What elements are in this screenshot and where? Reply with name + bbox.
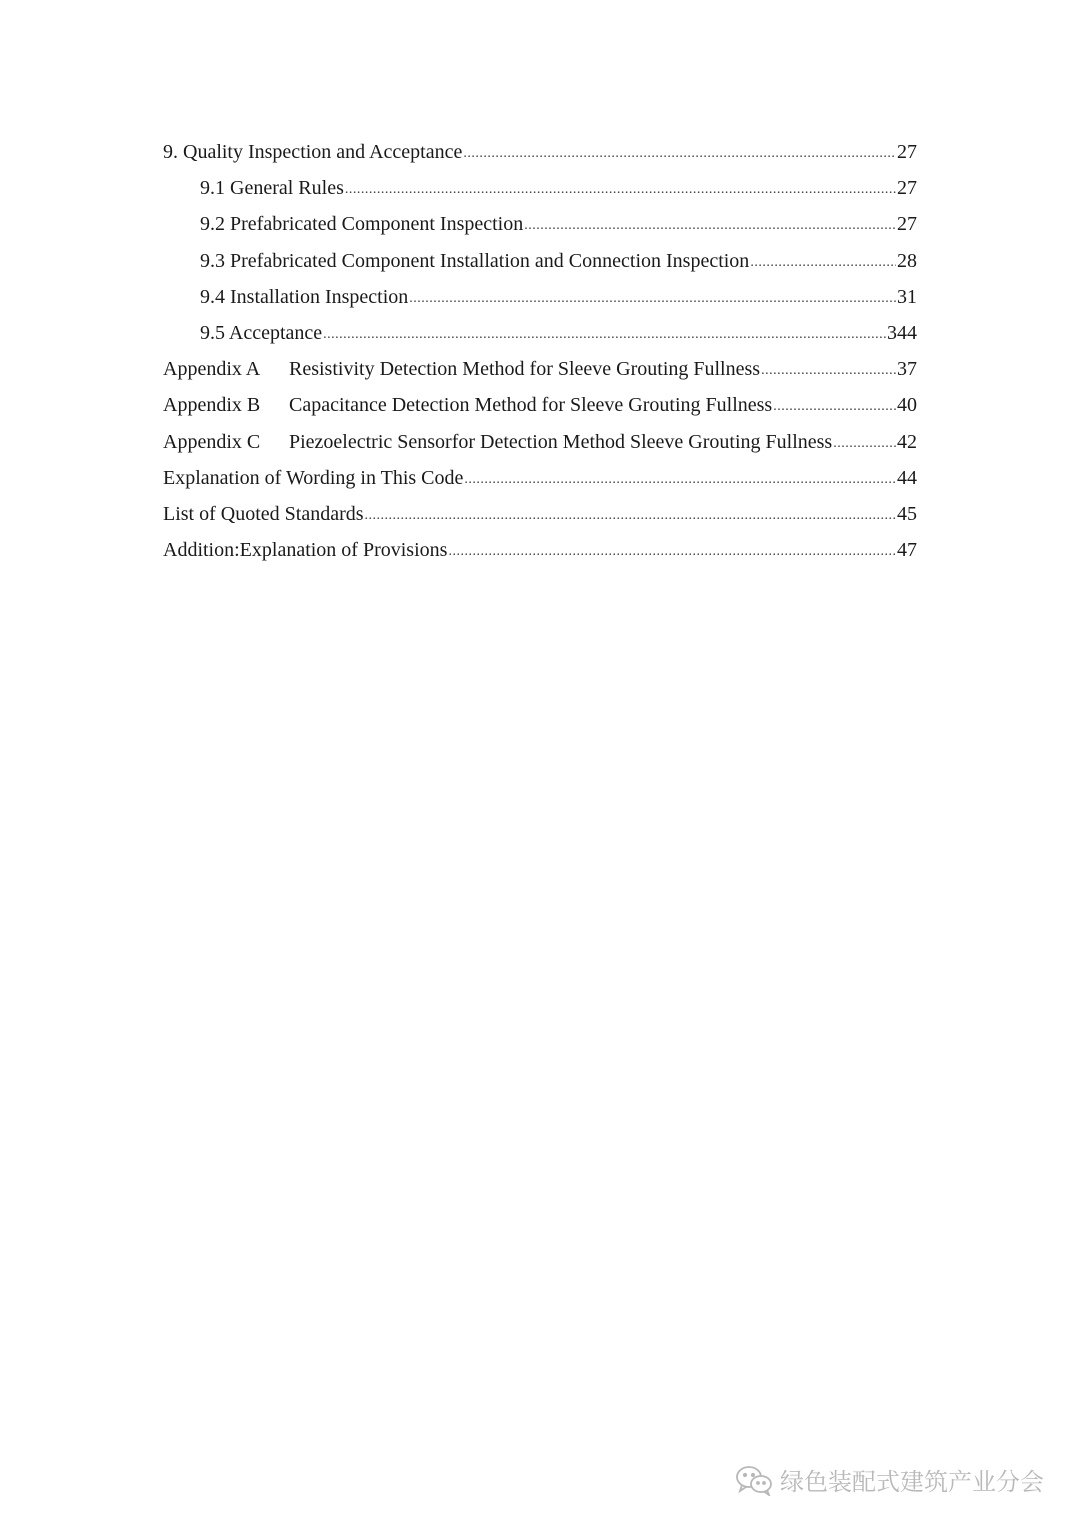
toc-entry-title: 9.2 Prefabricated Component Inspection <box>200 213 524 236</box>
toc-leader-dots <box>524 205 896 244</box>
toc-page-number: 37 <box>897 358 917 381</box>
toc-entry-title: 9.3 Prefabricated Component Installation and Connection Inspection <box>200 249 750 272</box>
toc-entry-title: Capacitance Detection Method for Sleeve Grouting Fullness <box>289 394 773 417</box>
toc-entry[interactable] <box>163 243 917 279</box>
toc-entry-label <box>163 424 832 460</box>
toc-page-number: 27 <box>897 141 917 163</box>
toc-page-number: 344 <box>887 321 917 344</box>
toc-page-number: 44 <box>897 466 917 489</box>
toc-entry-prefix: Appendix B <box>163 394 261 417</box>
toc-page-number: 47 <box>897 539 917 562</box>
toc-page-number: 28 <box>897 249 917 272</box>
toc-entry-prefix: Appendix C <box>163 430 261 453</box>
toc-entry-title: Addition:Explanation of Provisions <box>163 539 448 562</box>
toc-entry-appendix[interactable] <box>163 387 917 423</box>
toc-leader-dots <box>323 314 886 353</box>
toc-leader-dots <box>750 242 896 281</box>
toc-entry[interactable] <box>163 532 917 568</box>
toc-leader-dots <box>833 423 896 462</box>
toc-entry[interactable] <box>163 460 917 496</box>
toc-entry-title: 9.5 Acceptance <box>200 321 323 344</box>
toc-page-number: 27 <box>897 177 917 200</box>
toc-entry[interactable] <box>163 134 917 170</box>
toc-leader-dots <box>773 386 896 425</box>
toc-entry-title: List of Quoted Standards <box>163 502 364 525</box>
toc-page-number: 40 <box>897 394 917 417</box>
toc-entry-title: Resistivity Detection Method for Sleeve Grouting Fullness <box>289 358 761 381</box>
toc-entry-title: 9.1 General Rules <box>200 177 344 200</box>
toc-page-number: 27 <box>897 213 917 236</box>
toc-entry-title: 9. Quality Inspection and Acceptance <box>163 141 463 163</box>
toc-entry[interactable] <box>163 170 917 206</box>
wechat-watermark <box>734 1462 1044 1497</box>
toc-entry-title: Piezoelectric Sensorfor Detection Method Sleeve Grouting Fullness <box>289 430 833 453</box>
wechat-icon <box>734 1464 774 1496</box>
toc-page-number: 45 <box>897 502 917 525</box>
toc-entry[interactable] <box>163 206 917 242</box>
toc-entry-appendix[interactable] <box>163 424 917 460</box>
toc-leader-dots <box>345 169 896 208</box>
toc-leader-dots <box>448 531 896 570</box>
toc-entry-appendix[interactable] <box>163 351 917 387</box>
toc-leader-dots <box>761 350 896 389</box>
toc-entry-prefix: Appendix A <box>163 358 261 381</box>
toc-entry[interactable] <box>163 279 917 315</box>
toc-entry-label <box>163 351 760 387</box>
toc-entry[interactable] <box>163 315 917 351</box>
toc-entry-label <box>163 387 772 423</box>
toc-leader-dots <box>464 459 896 498</box>
toc-entry[interactable] <box>163 496 917 532</box>
toc-leader-dots <box>409 278 896 317</box>
toc-page-number: 42 <box>897 430 917 453</box>
watermark-text: 绿色装配式建筑产业分会 <box>780 1468 1044 1496</box>
toc-entry-title: Explanation of Wording in This Code <box>163 466 464 489</box>
toc-entry-title: 9.4 Installation Inspection <box>200 285 409 308</box>
toc-page-number: 31 <box>897 285 917 308</box>
table-of-contents <box>163 134 917 568</box>
toc-leader-dots <box>463 133 896 172</box>
toc-leader-dots <box>365 495 896 534</box>
